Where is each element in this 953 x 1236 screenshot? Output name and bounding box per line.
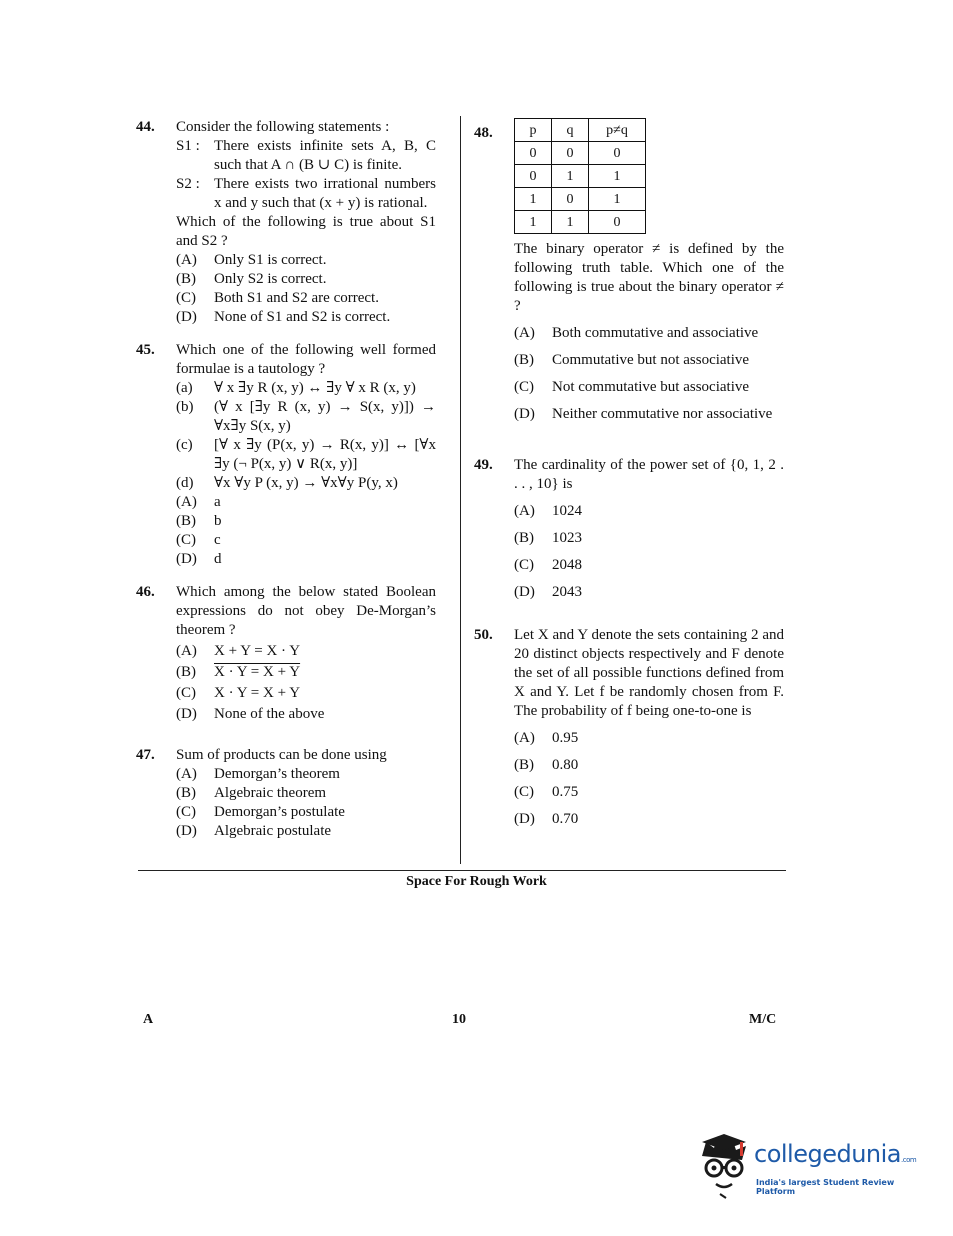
option-d: (D) Neither commutative nor associative <box>514 406 773 422</box>
question-49 <box>474 456 784 602</box>
table-row <box>515 211 646 234</box>
option-a: (A) Both commutative and associative <box>514 325 759 341</box>
question-45 <box>136 341 436 569</box>
option-a: (A) 1024 <box>514 503 582 519</box>
option-a: (A) Demorgan’s theorem <box>176 766 340 782</box>
option-d: (D) 0.70 <box>514 811 579 827</box>
option-d: (D) d <box>176 551 222 567</box>
option-c: (C) Not commutative but associative <box>514 379 750 395</box>
table-cell: 1 <box>589 165 646 188</box>
option-d: (D) None of S1 and S2 is correct. <box>176 309 391 325</box>
option-b: (B) 0.80 <box>514 757 579 773</box>
table-cell: 0 <box>589 211 646 234</box>
column-divider <box>460 116 461 864</box>
footer-booklet-code: A <box>143 1012 154 1027</box>
table-cell: 1 <box>589 188 646 211</box>
table-row <box>515 142 646 165</box>
question-prompt: Which of the following is true about S1 and S2 ? <box>176 214 436 249</box>
table-cell: 0 <box>515 142 552 165</box>
option-b: (B) Only S2 is correct. <box>176 271 327 287</box>
option-a: (A) X + Y = X · Y <box>176 643 301 659</box>
option-c: (C) Demorgan’s postulate <box>176 804 345 820</box>
table-cell: 0 <box>589 142 646 165</box>
mascot-icon <box>696 1134 752 1200</box>
option-c: (C) Both S1 and S2 are correct. <box>176 290 379 306</box>
question-number: 49. <box>474 457 493 473</box>
right-column <box>474 118 784 829</box>
question-number: 46. <box>136 584 155 600</box>
option-c: (C) X · Y = X + Y <box>176 685 301 701</box>
table-header-row <box>515 119 646 142</box>
option-a: (A) a <box>176 494 221 510</box>
option-d: (D) None of the above <box>176 706 325 722</box>
question-50 <box>474 626 784 829</box>
question-text: Let X and Y denote the sets containing 2 and 20 distinct objects respectively and F denote the set of all possible functions defined from X and Y. Let f be randomly chosen from F. The probability of f being one-to-one is <box>514 627 784 719</box>
question-number: 47. <box>136 747 155 763</box>
option-b: (B) 1023 <box>514 530 582 546</box>
left-column <box>136 118 436 841</box>
collegedunia-logo <box>696 1134 926 1204</box>
question-47 <box>136 746 436 841</box>
formula-a: (a) ∀ x ∃y R (x, y) ↔ ∃y ∀ x R (x, y) <box>176 380 416 396</box>
option-b: (B) Algebraic theorem <box>176 785 327 801</box>
question-text: Sum of products can be done using <box>176 747 387 763</box>
statement-s2: S2 : There exists two irrational numbers x and y such that (x + y) is rational. <box>176 176 436 211</box>
logo-tagline: India's largest Student Review Platform <box>756 1178 895 1196</box>
question-text: Consider the following statements : <box>176 119 390 135</box>
question-text: The cardinality of the power set of {0, 1, 2 . . . , 10} is <box>514 457 784 492</box>
question-number: 48. <box>474 125 493 141</box>
question-number: 44. <box>136 119 155 135</box>
question-number: 45. <box>136 342 155 358</box>
option-b: (B) X · Y = X + Y <box>176 664 301 680</box>
option-b: (B) b <box>176 513 222 529</box>
option-a: (A) 0.95 <box>514 730 579 746</box>
table-cell: 1 <box>515 211 552 234</box>
option-c: (C) 0.75 <box>514 784 579 800</box>
table-cell: 1 <box>515 188 552 211</box>
table-cell: 0 <box>552 142 589 165</box>
table-header-cell: q <box>552 119 589 142</box>
logo-wordmark: collegedunia.com <box>754 1140 917 1168</box>
option-d: (D) 2043 <box>514 584 582 600</box>
formula-d: (d) ∀x ∀y P (x, y) → ∀x∀y P(y, x) <box>176 475 398 491</box>
table-row <box>515 188 646 211</box>
table-header-cell: p≠q <box>589 119 646 142</box>
question-48 <box>474 118 784 424</box>
option-d: (D) Algebraic postulate <box>176 823 332 839</box>
question-number: 50. <box>474 627 493 643</box>
question-text: Which among the below stated Boolean expressions do not obey De-Morgan’s theorem ? <box>176 584 436 638</box>
footer-page-number: 10 <box>452 1012 466 1027</box>
table-header-cell: p <box>515 119 552 142</box>
rough-work-rule <box>138 870 786 871</box>
rough-work-label: Space For Rough Work <box>406 874 547 889</box>
formula-c: (c) [∀ x ∃y (P(x, y) → R(x, y)] ↔ [∀x ∃y (¬ P(x, y) ∨ R(x, y)] <box>176 437 436 472</box>
question-44 <box>136 118 436 327</box>
footer-paper-code: M/C <box>749 1012 777 1027</box>
statement-s1: S1 : There exists infinite sets A, B, C such that A ∩ (B ∪ C) is finite. <box>176 138 436 173</box>
question-46 <box>136 583 436 724</box>
option-c: (C) c <box>176 532 221 548</box>
table-cell: 1 <box>552 165 589 188</box>
truth-table <box>514 118 646 234</box>
option-a: (A) Only S1 is correct. <box>176 252 327 268</box>
question-text: Which one of the following well formed formulae is a tautology ? <box>176 342 436 377</box>
question-text: The binary operator ≠ is defined by the following truth table. Which one of the following is true about the binary operator ≠ ? <box>514 241 784 314</box>
option-b: (B) Commutative but not associative <box>514 352 750 368</box>
formula-b: (b) (∀ x [∃y R (x, y) → S(x, y)]) → ∀x∃y S(x, y) <box>176 399 436 434</box>
table-cell: 1 <box>552 211 589 234</box>
option-c: (C) 2048 <box>514 557 582 573</box>
table-cell: 0 <box>552 188 589 211</box>
table-row <box>515 165 646 188</box>
table-cell: 0 <box>515 165 552 188</box>
